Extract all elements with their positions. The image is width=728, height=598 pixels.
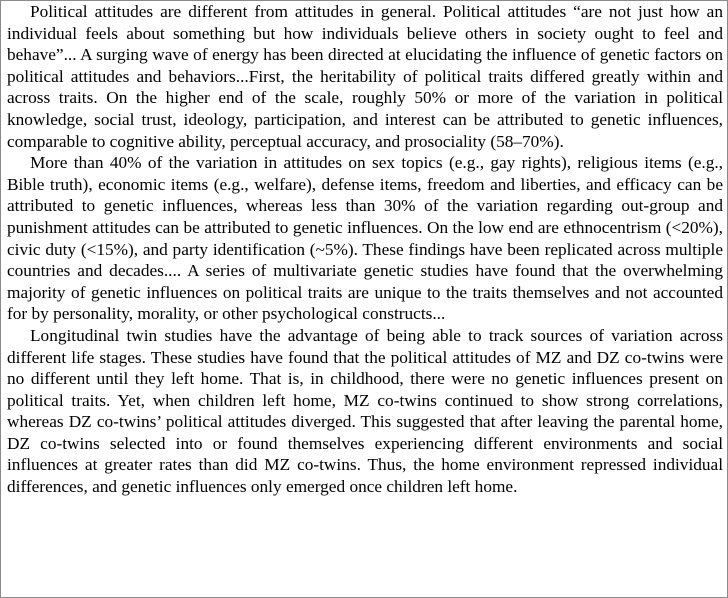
- document-text: [7, 1, 723, 498]
- paragraph-political-attitudes: Political attitudes are different from attitudes in general. Political attitudes “are not just how an individual feels about something but how individuals believe others in society ought to feel and behave”... A surging wave of energy has been directed at elucidating the influence of genetic factors on political attitudes and behaviors...First, the heritability of political traits differed greatly within and across traits. On the higher end of the scale, roughly 50% or more of the variation in political knowledge, social trust, ideology, participation, and interest can be attributed to genetic influences, comparable to cognitive ability, perceptual accuracy, and prosociality (58–70%).: [7, 2, 723, 151]
- paragraph-longitudinal-twin-studies: Longitudinal twin studies have the advantage of being able to track sources of variation across different life stages. These studies have found that the political attitudes of MZ and DZ co-twins were no different until they left home. That is, in childhood, there were no genetic influences present on political traits. Yet, when children left home, MZ co-twins continued to show strong correlations, whereas DZ co-twins’ political attitudes diverged. This suggested that after leaving the parental home, DZ co-twins selected into or found themselves experiencing different environments and social influences at greater rates than did MZ co-twins. Thus, the home environment repressed individual differences, and genetic influences only emerged once children left home.: [7, 325, 723, 497]
- paragraph-variation-in-attitudes: More than 40% of the variation in attitudes on sex topics (e.g., gay rights), religious items (e.g., Bible truth), economic items (e.g., welfare), defense items, freedom and liberties, and efficacy can be attributed to genetic influences, whereas less than 30% of the variation regarding out-group and punishment attitudes can be attributed to genetic influences. On the low end are ethnocentrism (<20%), civic duty (<15%), and party identification (~5%). These findings have been replicated across multiple countries and decades.... A series of multivariate genetic studies have found that the overwhelming majority of genetic influences on political traits are unique to the traits themselves and not accounted for by personality, morality, or other psychological constructs...: [7, 153, 723, 324]
